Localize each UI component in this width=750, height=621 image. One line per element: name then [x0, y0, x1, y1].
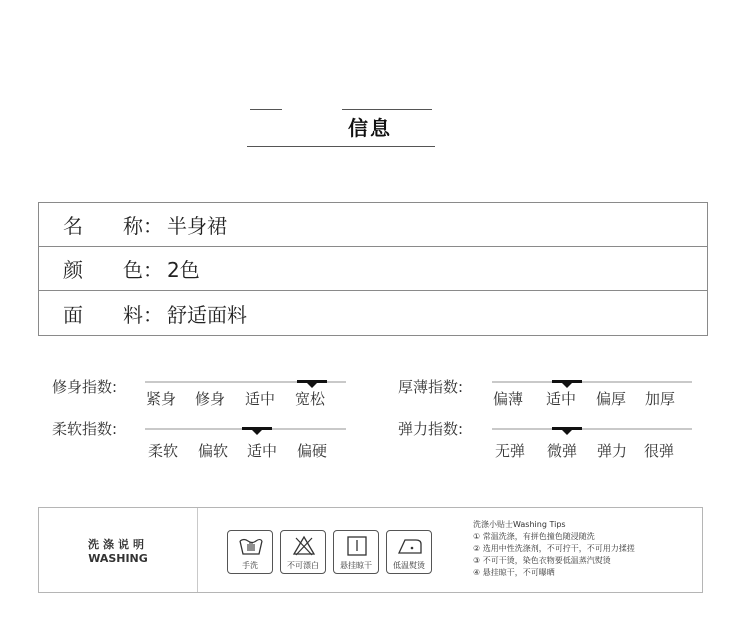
- page-title: 信息: [348, 116, 392, 140]
- scale-option: 偏厚: [596, 390, 627, 408]
- no-bleach-icon-glyph: [290, 534, 318, 558]
- info-separator: ：: [143, 302, 163, 327]
- scale-option: 无弹: [495, 442, 526, 460]
- header-line-top-right: [342, 109, 432, 110]
- tip-item: ③ 不可干烫，染色衣物要低温蒸汽熨烫: [473, 556, 611, 565]
- info-separator: ：: [143, 214, 163, 238]
- scale-option: 柔软: [148, 442, 179, 460]
- scale-marker: [242, 427, 272, 430]
- scale-label: 修身指数:: [52, 378, 118, 396]
- scale-option: 适中: [245, 390, 276, 408]
- scale-track: [492, 381, 692, 383]
- tip-item: ② 选用中性洗涤剂，不可拧干，不可用力揉搓: [473, 544, 635, 553]
- scale-option: 宽松: [295, 390, 326, 408]
- scale-label: 弹力指数:: [398, 420, 464, 438]
- scale-option: 很弹: [644, 442, 675, 460]
- scale-track: [492, 428, 692, 430]
- washing-title-cn: 洗涤说明: [88, 538, 148, 551]
- washing-title-cell: [39, 508, 198, 592]
- scale-option: 适中: [247, 442, 278, 460]
- scale-option: 偏硬: [297, 442, 328, 460]
- scale-label: 厚薄指数:: [398, 378, 464, 396]
- info-table: [38, 202, 708, 336]
- tip-item: ④ 悬挂晾干，不可曝晒: [473, 568, 555, 577]
- header-line-bottom: [247, 146, 435, 147]
- scale-marker: [297, 380, 327, 383]
- icon-caption: 低温熨烫: [393, 561, 425, 570]
- washing-title-en: WASHING: [88, 552, 148, 565]
- tips-title: 洗涤小贴士Washing Tips: [473, 520, 566, 529]
- scale-option: 偏薄: [493, 390, 524, 408]
- info-label: 面 料: [63, 302, 143, 327]
- low-iron-icon: [386, 530, 432, 574]
- scale-option: 紧身: [146, 390, 177, 408]
- low-iron-icon-glyph: [396, 534, 424, 558]
- scale-option: 适中: [546, 390, 577, 408]
- info-label: 颜 色: [63, 258, 143, 282]
- info-row-fabric: [39, 291, 707, 335]
- washing-panel: [38, 507, 703, 593]
- scale-option: 偏软: [198, 442, 229, 460]
- scale-marker: [552, 427, 582, 430]
- info-label: 名 称: [63, 214, 143, 238]
- hang-dry-icon: [333, 530, 379, 574]
- hand-wash-icon-glyph: [237, 534, 265, 558]
- hang-dry-icon-glyph: [343, 534, 371, 558]
- info-row-color: [39, 247, 707, 291]
- header-line-top-left: [250, 109, 282, 110]
- scale-option: 弹力: [597, 442, 628, 460]
- info-value: 舒适面料: [167, 302, 247, 327]
- info-row-name: [39, 203, 707, 247]
- info-value: 半身裙: [167, 214, 227, 238]
- scale-label: 柔软指数:: [52, 420, 118, 438]
- scale-option: 加厚: [645, 390, 676, 408]
- scale-option: 微弹: [547, 442, 578, 460]
- info-value: 2色: [167, 258, 200, 282]
- washing-tips: [473, 519, 635, 579]
- icon-caption: 不可漂白: [287, 561, 319, 570]
- icon-caption: 悬挂晾干: [340, 561, 372, 570]
- tip-item: ① 常温洗涤，有拼色撞色随浸随洗: [473, 532, 595, 541]
- no-bleach-icon: [280, 530, 326, 574]
- scale-marker: [552, 380, 582, 383]
- info-separator: ：: [143, 258, 163, 282]
- hand-wash-icon: [227, 530, 273, 574]
- icon-caption: 手洗: [242, 561, 258, 570]
- scale-option: 修身: [195, 390, 226, 408]
